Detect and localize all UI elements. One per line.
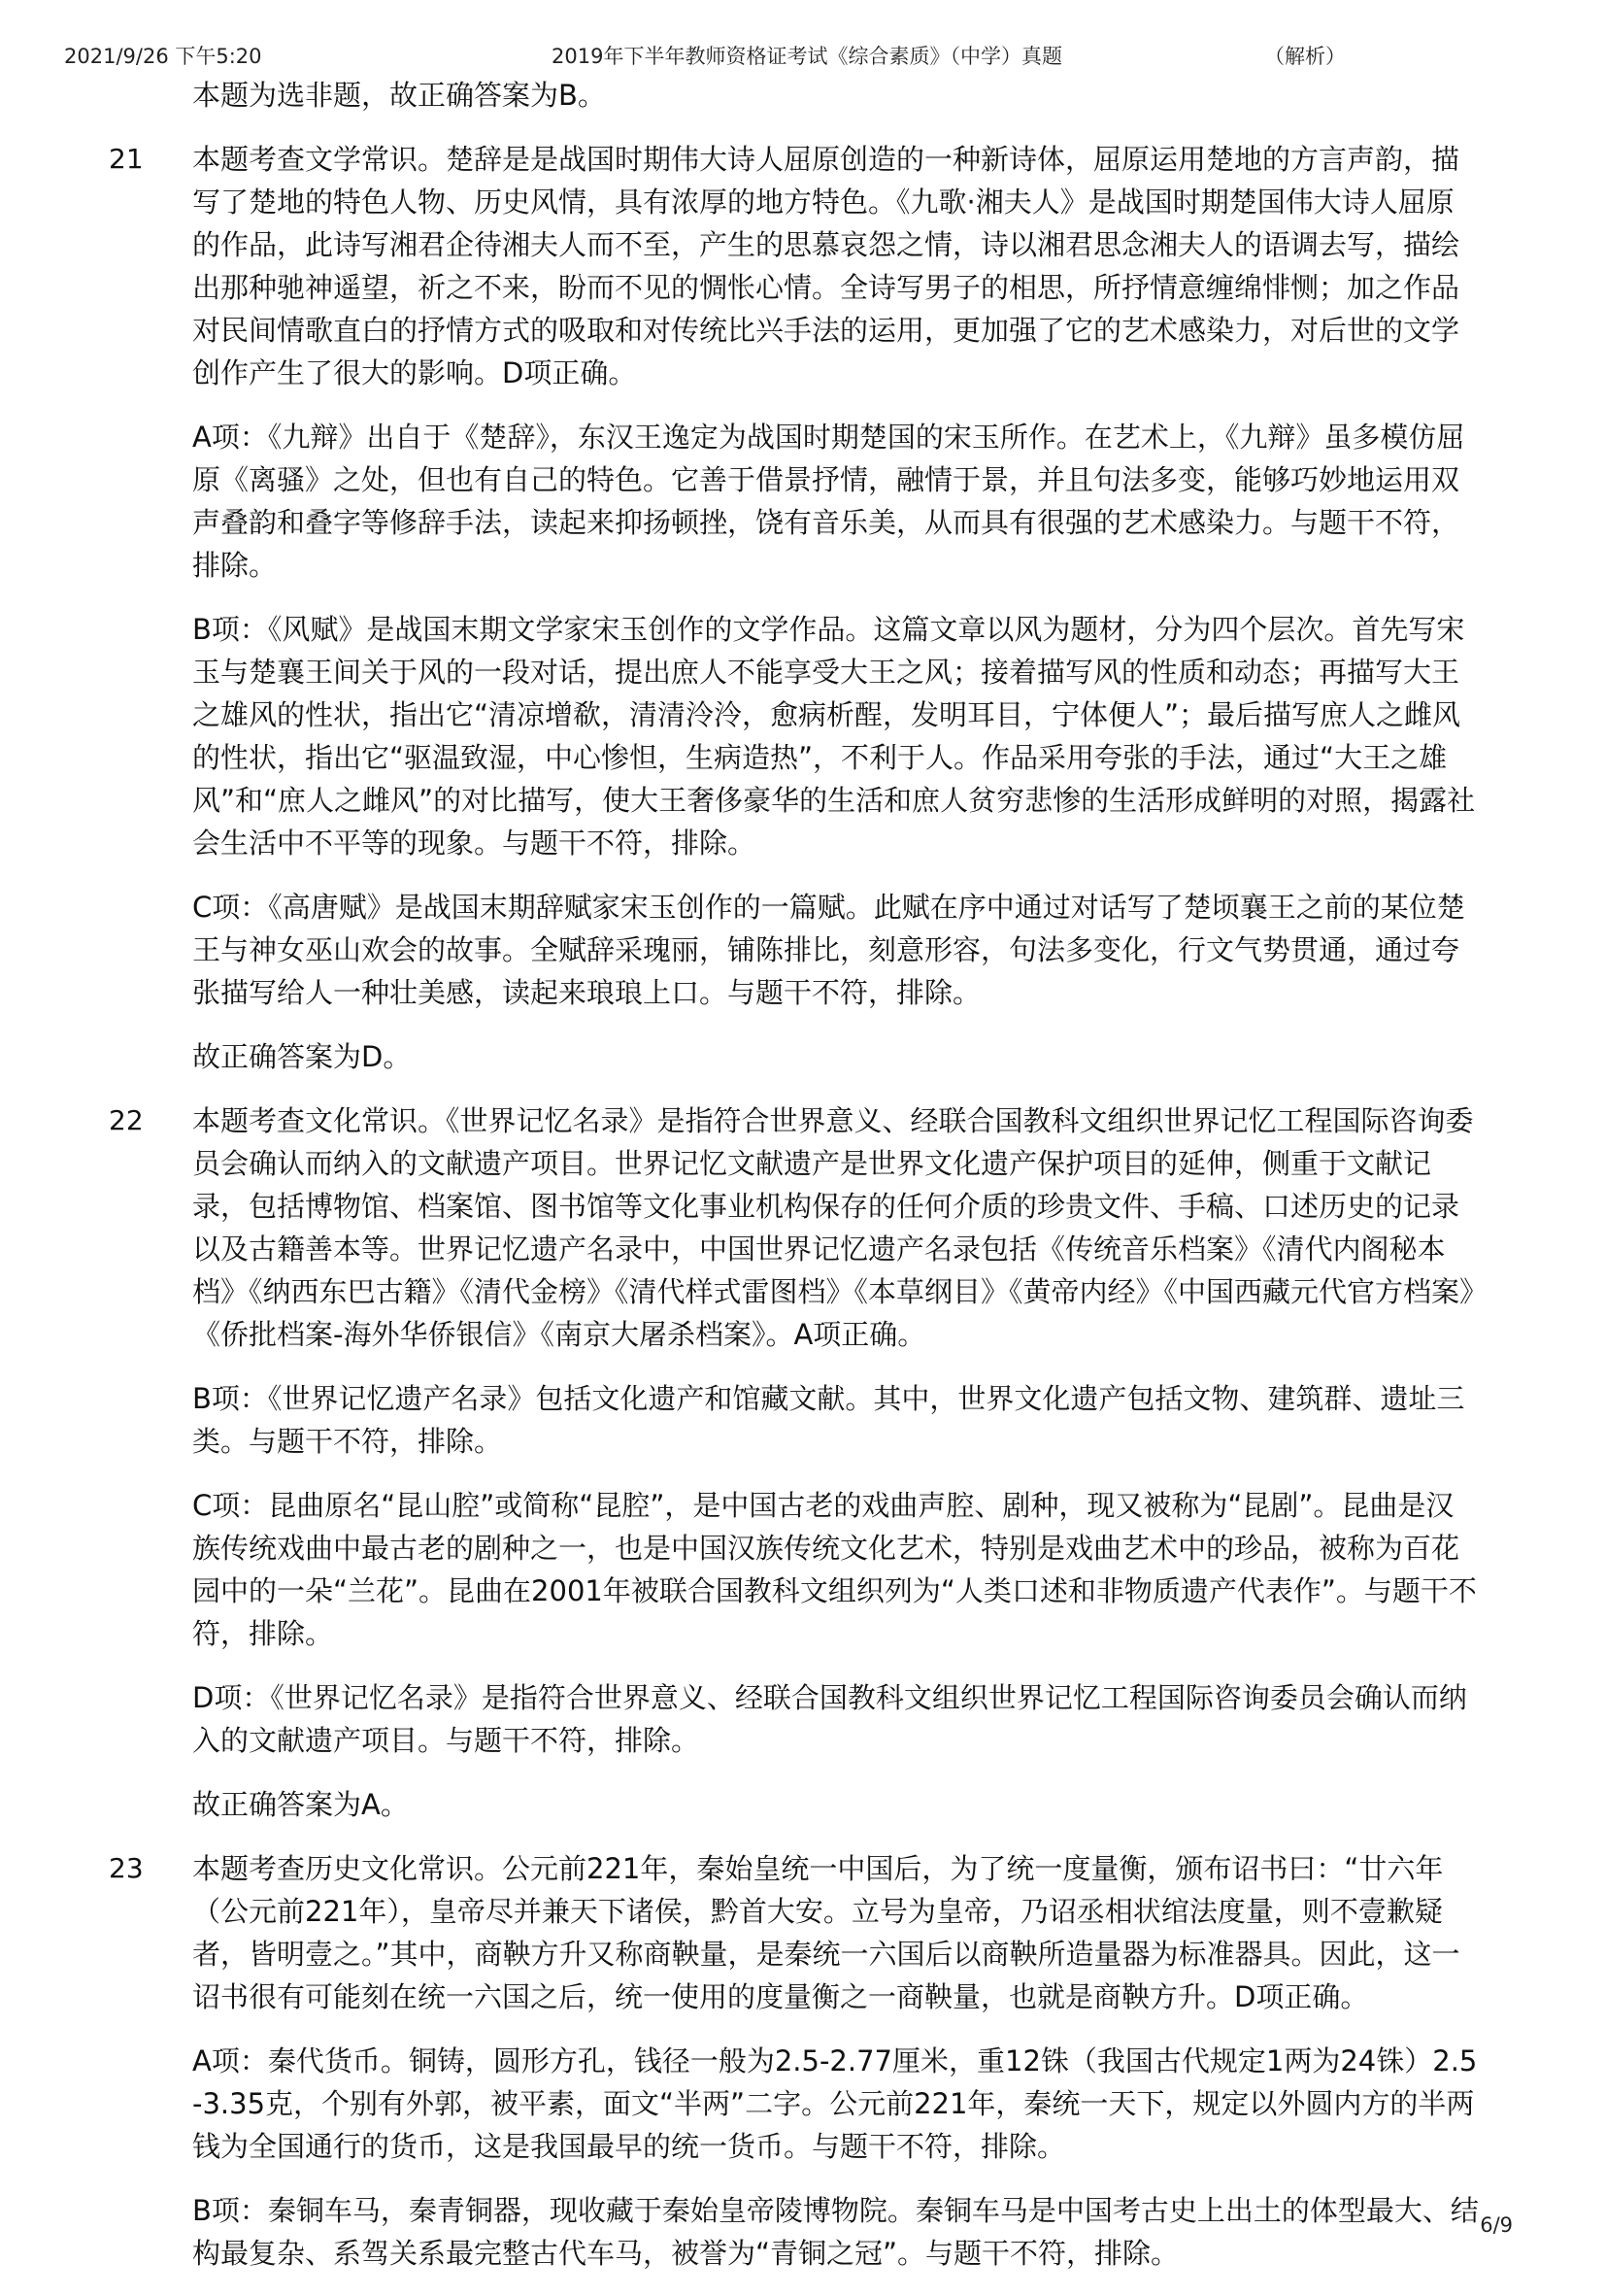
q21-option-c: C项：《高唐赋》是战国末期辞赋家宋玉创作的一篇赋。此赋在序中通过对话写了楚顷襄王之前的某位楚王与神女巫山欢会的故事。全赋辞采瑰丽，铺陈排比，刻意形容，句法多变化，行文气势贯通，通过夸张描写给人一种壮美感，读起来琅琅上口。与题干不符，排除。 <box>192 891 1465 1009</box>
q21-main-text: 本题考查文学常识。楚辞是是战国时期伟大诗人屈原创造的一种新诗体，屈原运用楚地的方言声韵，描写了楚地的特色人物、历史风情，具有浓厚的地方特色。《九歌·湘夫人》是战国时期楚国伟大诗人屈原的作品，此诗写湘君企待湘夫人而不至，产生的思慕哀怨之情，诗以湘君思念湘夫人的语调去写，描绘出那种驰神遥望，祈之不来，盼而不见的惆怅心情。全诗写男子的相思，所抒情意缠绵悱恻；加之作品对民间情歌直白的抒情方式的吸取和对传统比兴手法的运用，更加强了它的艺术感染力，对后世的文学创作产生了很大的影响。D项正确。 <box>192 143 1460 389</box>
q22-option-b: B项：《世界记忆遗产名录》包括文化遗产和馆藏文献。其中，世界文化遗产包括文物、建筑群、遗址三类。与题干不符，排除。 <box>192 1382 1465 1458</box>
q21-option-b: B项：《风赋》是战国末期文学家宋玉创作的文学作品。这篇文章以风为题材，分为四个层次。首先写宋玉与楚襄王间关于风的一段对话，提出庶人不能享受大王之风；接着描写风的性质和动态；再描写大王之雄风的性状，指出它“清凉增欷，清清泠泠，愈病析酲，发明耳目，宁体便人”；最后描写庶人之雌风的性状，指出它“驱温致湿，中心惨怛，生病造热”，不利于人。作品采用夸张的手法，通过“大王之雄风”和“庶人之雌风”的对比描写，使大王奢侈豪华的生活和庶人贫穷悲惨的生活形成鲜明的对照，揭露社会生活中不平等的现象。与题干不符，排除。 <box>192 613 1476 860</box>
q21-main <box>109 138 1479 394</box>
question-number: 22 <box>109 1104 144 1136</box>
page-number: 6/9 <box>1480 2213 1513 2237</box>
question-number: 23 <box>109 1852 144 1884</box>
document-tag: （解析） <box>1264 45 1346 68</box>
q22-answer: 故正确答案为A。 <box>192 1788 409 1821</box>
document-title: 2019年下半年教师资格证考试《综合素质》（中学）真题 <box>552 45 1062 68</box>
q22-main-text: 本题考查文化常识。《世界记忆名录》是指符合世界意义、经联合国教科文组织世界记忆工程国际咨询委员会确认而纳入的文献遗产项目。世界记忆文献遗产是世界文化遗产保护项目的延伸，侧重于文献记录，包括博物馆、档案馆、图书馆等文化事业机构保存的任何介质的珍贵文件、手稿、口述历史的记录以及古籍善本等。世界记忆遗产名录中，中国世界记忆遗产名录包括《传统音乐档案》《清代内阁秘本档》《纳西东巴古籍》《清代金榜》《清代样式雷图档》《本草纲目》《黄帝内经》《中国西藏元代官方档案》《侨批档案-海外华侨银信》《南京大屠杀档案》。A项正确。 <box>192 1104 1474 1351</box>
q23-main-text: 本题考查历史文化常识。公元前221年，秦始皇统一中国后，为了统一度量衡，颁布诏书曰：“廿六年（公元前221年），皇帝尽并兼天下诸侯，黔首大安。立号为皇帝，乃诏丞相状绾法度量，则不壹歉疑者，皆明壹之。”其中，商鞅方升又称商鞅量，是秦统一六国后以商鞅所造量器为标准器具。因此，这一诏书很有可能刻在统一六国之后，统一使用的度量衡之一商鞅量，也就是商鞅方升。D项正确。 <box>192 1852 1460 2013</box>
question-number: 21 <box>109 143 144 175</box>
q21-option-a: A项：《九辩》出自于《楚辞》，东汉王逸定为战国时期楚国的宋玉所作。在艺术上，《九辩》虽多模仿屈原《离骚》之处，但也有自己的特色。它善于借景抒情，融情于景，并且句法多变，能够巧妙地运用双声叠韵和叠字等修辞手法，读起来抑扬顿挫，饶有音乐美，从而具有很强的艺术感染力。与题干不符，排除。 <box>192 421 1465 582</box>
intro-answer: 本题为选非题，故正确答案为B。 <box>192 79 606 112</box>
q23-option-a: A项：秦代货币。铜铸，圆形方孔，钱径一般为2.5-2.77厘米，重12铢（我国古代规定1两为24铢）2.5-3.35克，个别有外郭，被平素，面文“半两”二字。公元前221年，秦统一天下，规定以外圆内方的半两钱为全国通行的货币，这是我国最早的统一货币。与题干不符，排除。 <box>192 2044 1478 2163</box>
document-body <box>0 74 1606 2296</box>
q22-main <box>109 1099 1479 1356</box>
q22-option-d: D项：《世界记忆名录》是指符合世界意义、经联合国教科文组织世界记忆工程国际咨询委员会确认而纳入的文献遗产项目。与题干不符，排除。 <box>192 1681 1467 1757</box>
q23-main <box>109 1847 1479 2018</box>
q21-answer: 故正确答案为D。 <box>192 1040 412 1073</box>
page-header <box>0 41 1606 70</box>
print-datetime: 2021/9/26 下午5:20 <box>64 45 262 68</box>
q23-option-b: B项：秦铜车马，秦青铜器，现收藏于秦始皇帝陵博物院。秦铜车马是中国考古史上出土的体型最大、结构最复杂、系驾关系最完整古代车马，被誉为“青铜之冠”。与题干不符，排除。 <box>192 2194 1479 2270</box>
q22-option-c: C项：昆曲原名“昆山腔”或简称“昆腔”，是中国古老的戏曲声腔、剧种，现又被称为“昆剧”。昆曲是汉族传统戏曲中最古老的剧种之一，也是中国汉族传统文化艺术，特别是戏曲艺术中的珍品，被称为百花园中的一朵“兰花”。昆曲在2001年被联合国教科文组织列为“人类口述和非物质遗产代表作”。与题干不符，排除。 <box>192 1489 1477 1650</box>
